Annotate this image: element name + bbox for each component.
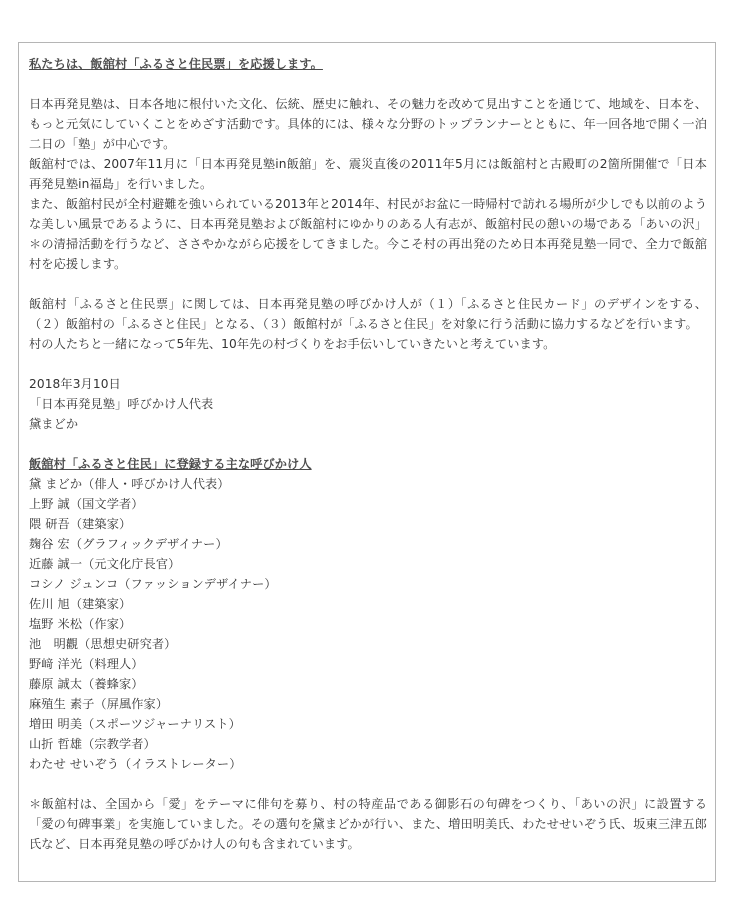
members-list <box>29 474 707 774</box>
members-heading: 飯舘村「ふるさと住民」に登録する主な呼びかけ人 <box>29 457 312 471</box>
member-item: 上野 誠（国文学者） <box>29 497 144 511</box>
spacer <box>29 274 707 294</box>
member-item: 増田 明美（スポーツジャーナリスト） <box>29 717 241 731</box>
member-item: 佐川 旭（建築家） <box>29 597 132 611</box>
member-item: 黛 まどか（俳人・呼びかけ人代表） <box>29 477 230 491</box>
intro-paragraph: また、飯舘村民が全村避難を強いられている2013年と2014年、村民がお盆に一時帰村で訪れる場所が少しでも以前のような美しい風景であるように、日本再発見塾および飯舘村にゆかりのある人有志が、飯舘村民の憩いの場である「あいの沢」＊の清掃活動を行うなど、ささやかながら応援をしてきました。今こそ村の再出発のため日本再発見塾一同で、全力で飯舘村を応援します。 <box>29 197 707 271</box>
content-box <box>18 42 716 882</box>
member-item: 近藤 誠一（元文化庁長官） <box>29 557 181 571</box>
footnote: ＊飯舘村は、全国から「愛」をテーマに俳句を募り、村の特産品である御影石の句碑をつくり、「あいの沢」に設置する「愛の句碑事業」を実施していました。その選句を黛まどかが行い、また、増田明美氏、わたせせいぞう氏、坂東三津五郎氏など、日本再発見塾の呼びかけ人の句も含まれています。 <box>29 797 707 851</box>
signature-name: 黛まどか <box>29 417 79 431</box>
spacer <box>29 354 707 374</box>
support-paragraph: 飯舘村「ふるさと住民票」に関しては、日本再発見塾の呼びかけ人が（１）「ふるさと住民カード」のデザインをする、（２）飯舘村の「ふるさと住民」となる、（３）飯館村が「ふるさと住民」を対象に行う活動に協力するなどを行います。 <box>29 297 707 331</box>
intro-paragraph: 飯舘村では、2007年11月に「日本再発見塾in飯舘」を、震災直後の2011年5月には飯舘村と古殿町の2箇所開催で「日本再発見塾in福島」を行いました。 <box>29 157 707 191</box>
member-item: コシノ ジュンコ（ファッションデザイナー） <box>29 577 277 591</box>
signature-date: 2018年3月10日 <box>29 377 121 391</box>
support-paragraph: 村の人たちと一緒になって5年先、10年先の村づくりをお手伝いしていきたいと考えています。 <box>29 337 556 351</box>
member-item: 麹谷 宏（グラフィックデザイナー） <box>29 537 228 551</box>
member-item: 池 明觀（思想史研究者） <box>29 637 177 651</box>
member-item: 麻殖生 素子（屏風作家） <box>29 697 169 711</box>
page-title: 私たちは、飯舘村「ふるさと住民票」を応援します。 <box>29 57 323 71</box>
article-body <box>29 54 707 854</box>
intro-paragraph: 日本再発見塾は、日本各地に根付いた文化、伝統、歴史に触れ、その魅力を改めて見出すことを通じて、地域を、日本を、もっと元気にしていくことをめざす活動です。具体的には、様々な分野のトップランナーとともに、年一回各地で開く一泊二日の「塾」が中心です。 <box>29 97 707 151</box>
member-item: 野﨑 洋光（料理人） <box>29 657 144 671</box>
member-item: 塩野 米松（作家） <box>29 617 132 631</box>
spacer <box>29 774 707 794</box>
spacer <box>29 434 707 454</box>
member-item: 藤原 誠太（養蜂家） <box>29 677 144 691</box>
signature-role: 「日本再発見塾」呼びかけ人代表 <box>29 397 214 411</box>
member-item: 山折 哲雄（宗教学者） <box>29 737 156 751</box>
member-item: 隈 研吾（建築家） <box>29 517 132 531</box>
spacer <box>29 74 707 94</box>
member-item: わたせ せいぞう（イラストレーター） <box>29 757 242 771</box>
